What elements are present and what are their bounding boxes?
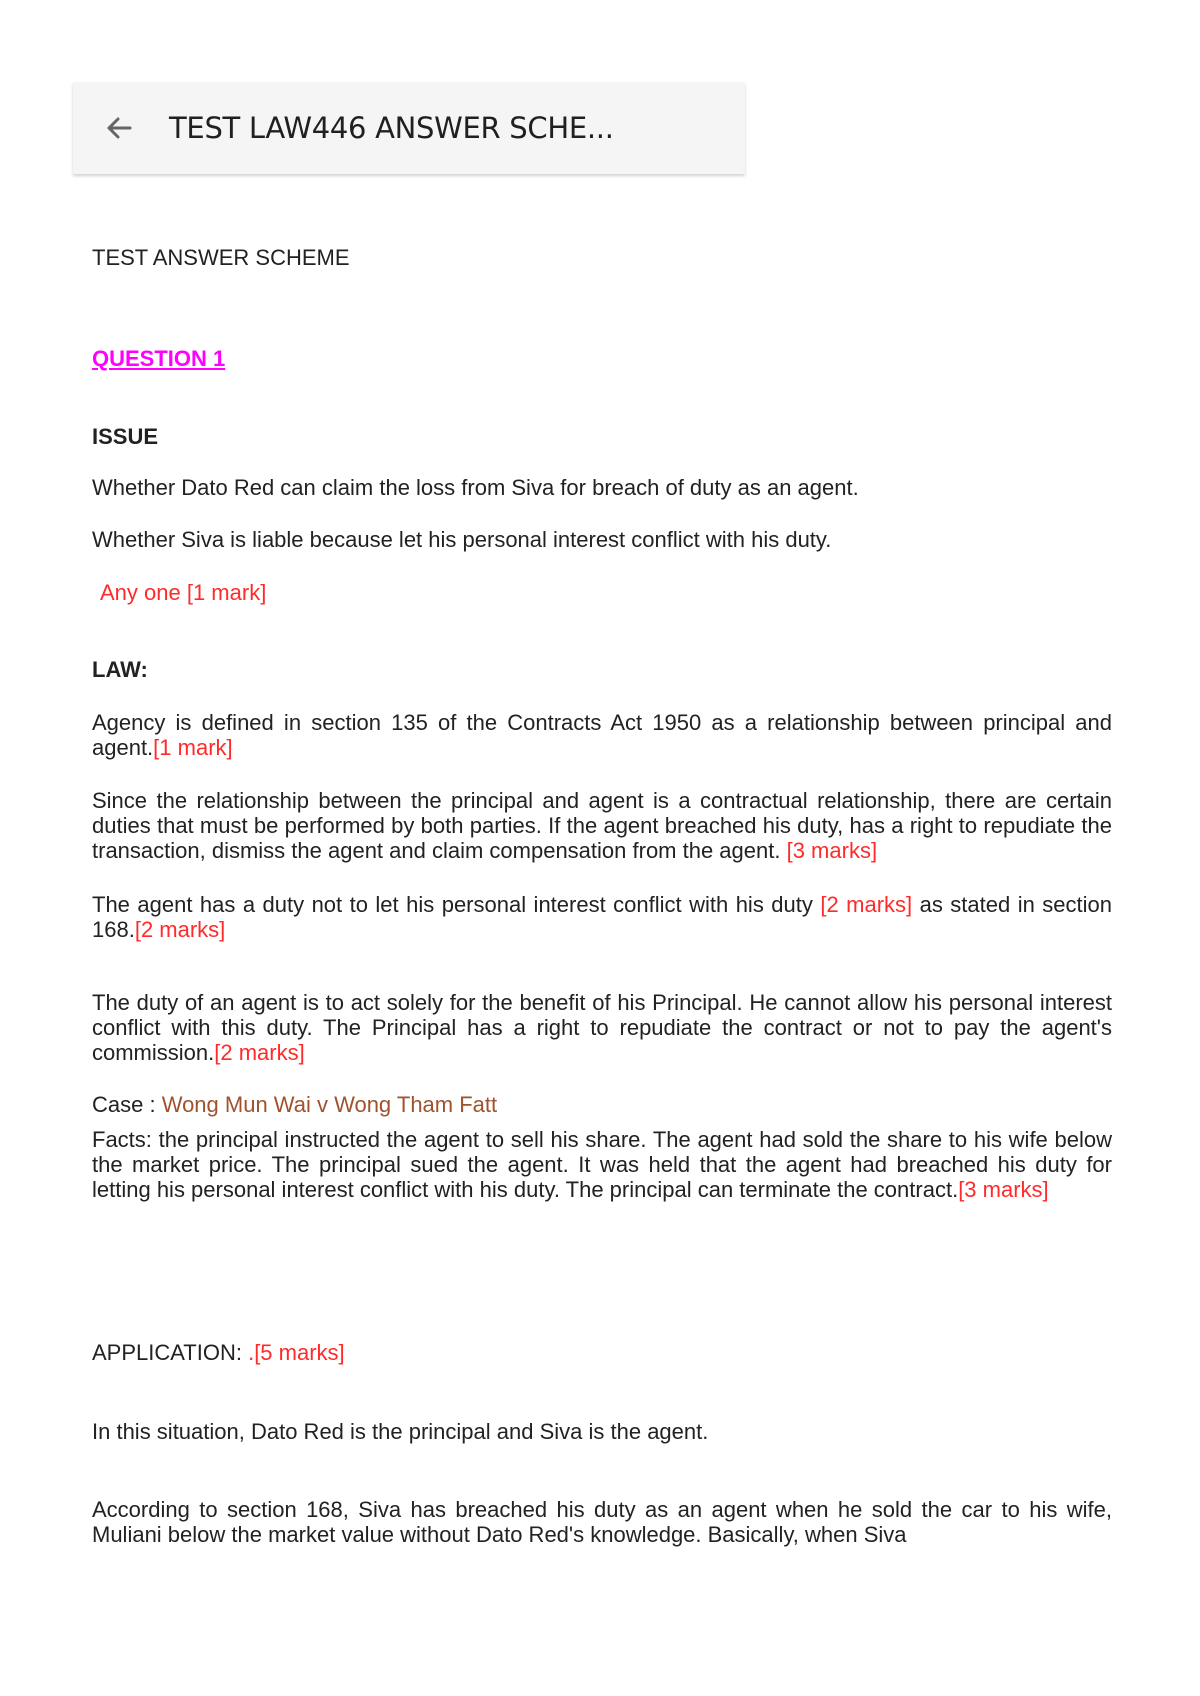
application-paragraph-1: In this situation, Dato Red is the principal and Siva is the agent.: [92, 1419, 709, 1444]
case-facts-marks: [3 marks]: [958, 1177, 1049, 1202]
document-header-bar: [73, 82, 745, 174]
law-paragraph-3-marks-a: [2 marks]: [820, 892, 913, 917]
law-paragraph-3-text-a: The agent has a duty not to let his personal interest conflict with his duty: [92, 892, 821, 917]
law-paragraph-1: [92, 710, 1112, 760]
case-name: Wong Mun Wai v Wong Tham Fatt: [161, 1092, 498, 1117]
case-line: [92, 1092, 1112, 1117]
law-paragraph-3: [92, 892, 1112, 942]
law-paragraph-3-text-b: as stated in section 168.: [92, 892, 1112, 942]
case-label: Case :: [92, 1092, 162, 1117]
application-marks: .[5 marks]: [248, 1340, 345, 1365]
case-facts: [92, 1127, 1112, 1202]
law-paragraph-1-marks: [1 mark]: [153, 735, 233, 760]
question-heading: QUESTION 1: [92, 346, 226, 371]
law-label: LAW:: [92, 657, 148, 682]
case-facts-text: Facts: the principal instructed the agent to sell his share. The agent had sold the share to his wife below the market price. The principal sued the agent. It was held that the agent had breached his duty for letting his personal interest conflict with his duty. The principal can terminate the contract.: [92, 1127, 1112, 1202]
law-paragraph-4-marks: [2 marks]: [214, 1040, 305, 1065]
law-paragraph-2-marks: [3 marks]: [786, 838, 878, 863]
application-paragraph-2: According to section 168, Siva has breached his duty as an agent when he sold the car to his wife, Muliani below the market value without Dato Red's knowledge. Basically, when Siva: [92, 1497, 1112, 1547]
issue-marks: Any one [1 mark]: [100, 580, 267, 605]
document-heading: TEST ANSWER SCHEME: [92, 245, 350, 270]
back-button[interactable]: [73, 82, 165, 174]
issue-label: ISSUE: [92, 424, 159, 449]
law-paragraph-2-text: Since the relationship between the principal and agent is a contractual relationship, there are certain duties that must be performed by both parties. If the agent breached his duty, has a right to repudiate the transaction, dismiss the agent and claim compensation from the agent.: [92, 788, 1112, 863]
law-paragraph-4-text: The duty of an agent is to act solely for the benefit of his Principal. He cannot allow his personal interest conflict with this duty. The Principal has a right to repudiate the contract or not to pay the agent's commission.: [92, 990, 1112, 1065]
issue-text-1: Whether Dato Red can claim the loss from Siva for breach of duty as an agent.: [92, 475, 859, 500]
law-paragraph-3-marks-b: [2 marks]: [134, 917, 226, 942]
arrow-left-icon: [103, 112, 135, 144]
issue-text-2: Whether Siva is liable because let his personal interest conflict with his duty.: [92, 527, 832, 552]
document-title: TEST LAW446 ANSWER SCHE...: [169, 111, 614, 145]
law-paragraph-4: [92, 990, 1112, 1065]
law-paragraph-2: [92, 788, 1112, 863]
law-paragraph-1-text: Agency is defined in section 135 of the Contracts Act 1950 as a relationship between principal and agent.: [92, 710, 1112, 760]
application-label: APPLICATION:: [92, 1340, 249, 1365]
application-line: [92, 1340, 1112, 1365]
